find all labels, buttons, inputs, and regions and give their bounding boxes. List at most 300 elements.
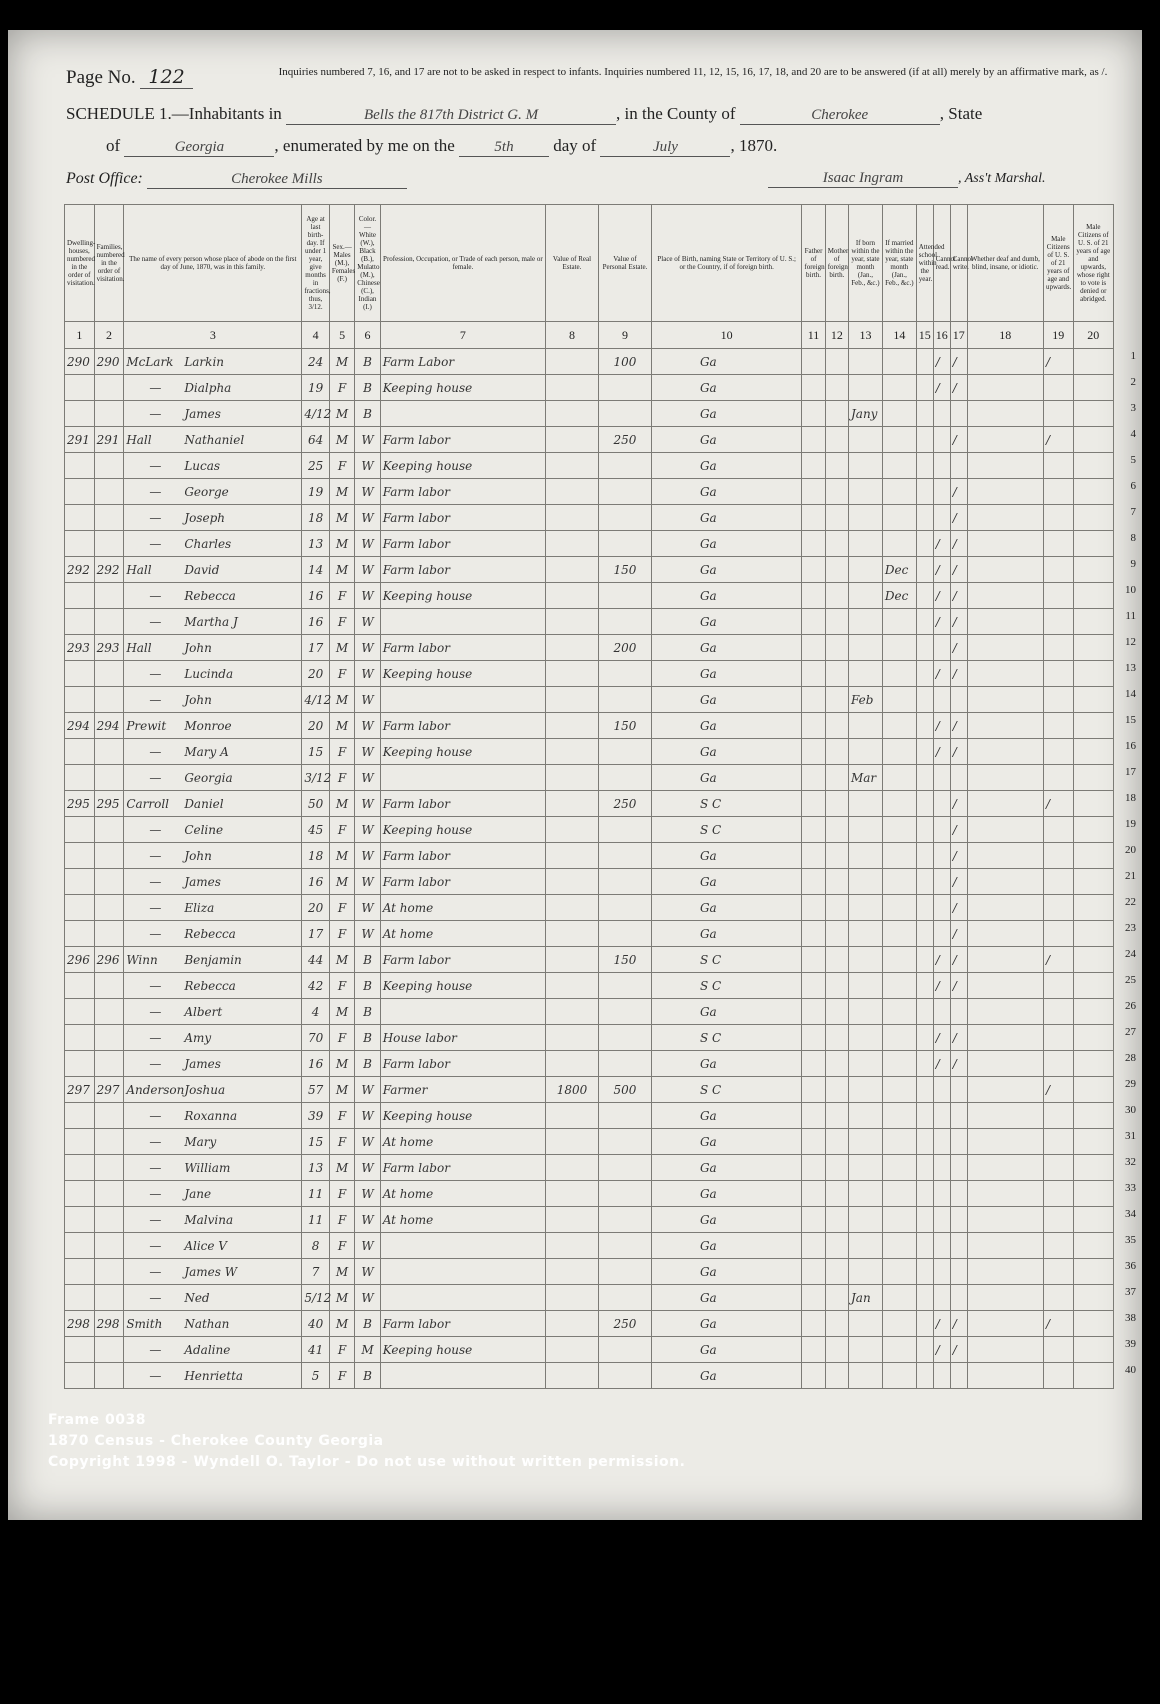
cannot-write-cell — [950, 1285, 967, 1311]
school-cell — [916, 713, 933, 739]
person-name — [124, 1181, 302, 1207]
personal-estate-cell: 200 — [598, 635, 651, 661]
disability-cell — [967, 1155, 1043, 1181]
school-cell — [916, 1311, 933, 1337]
sex-cell: M — [329, 1259, 354, 1285]
father-foreign-cell — [802, 1155, 825, 1181]
birthplace-cell: Ga — [651, 375, 801, 401]
school-cell — [916, 583, 933, 609]
father-foreign-cell — [802, 1233, 825, 1259]
cannot-write-cell: / — [950, 375, 967, 401]
occupation-cell: Farm labor — [380, 843, 545, 869]
real-estate-cell — [546, 739, 599, 765]
dwelling-number — [65, 895, 95, 921]
married-month-cell — [882, 1337, 916, 1363]
surname: — — [149, 614, 162, 629]
table-row — [65, 401, 1114, 427]
table-row — [65, 661, 1114, 687]
col-header: Male Citizens of U. S. of 21 years of age and upwards, whose right to vote is denied or abridged. — [1073, 205, 1113, 322]
person-name — [124, 583, 302, 609]
day-field: 5th — [459, 139, 549, 157]
birthplace-cell: Ga — [651, 843, 801, 869]
father-foreign-cell — [802, 713, 825, 739]
father-foreign-cell — [802, 1207, 825, 1233]
table-row — [65, 791, 1114, 817]
dwelling-number — [65, 1103, 95, 1129]
person-name — [124, 1129, 302, 1155]
table-row — [65, 1311, 1114, 1337]
real-estate-cell — [546, 1155, 599, 1181]
school-cell — [916, 661, 933, 687]
cannot-read-cell — [933, 921, 950, 947]
personal-estate-cell — [598, 765, 651, 791]
personal-estate-cell — [598, 843, 651, 869]
given-name: Daniel — [184, 796, 224, 811]
year-label: , 1870. — [730, 136, 778, 155]
surname: — — [149, 666, 162, 681]
birthplace-cell: Ga — [651, 453, 801, 479]
vote-denied-cell — [1073, 1129, 1113, 1155]
person-name — [124, 713, 302, 739]
column-number: 9 — [598, 322, 651, 349]
sex-cell: M — [329, 1285, 354, 1311]
color-cell: B — [355, 1025, 380, 1051]
vote-denied-cell — [1073, 843, 1113, 869]
married-month-cell — [882, 479, 916, 505]
father-foreign-cell — [802, 791, 825, 817]
male-citizen-cell — [1043, 1259, 1073, 1285]
person-name — [124, 635, 302, 661]
table-row — [65, 1025, 1114, 1051]
age-cell: 16 — [302, 609, 330, 635]
dwelling-number: 298 — [65, 1311, 95, 1337]
given-name: Rebecca — [184, 588, 236, 603]
surname: — — [149, 1264, 162, 1279]
male-citizen-cell — [1043, 713, 1073, 739]
line-number: 24 — [1125, 948, 1136, 960]
sex-cell: F — [329, 609, 354, 635]
age-cell: 15 — [302, 1129, 330, 1155]
col-header: Father of foreign birth. — [802, 205, 825, 322]
father-foreign-cell — [802, 1337, 825, 1363]
sex-cell: F — [329, 375, 354, 401]
sex-cell: M — [329, 1077, 354, 1103]
surname: — — [149, 536, 162, 551]
born-month-cell — [848, 1051, 882, 1077]
color-cell: W — [355, 1259, 380, 1285]
given-name: James — [184, 406, 221, 421]
given-name: Joshua — [184, 1082, 226, 1097]
cannot-read-cell — [933, 1155, 950, 1181]
cannot-write-cell: / — [950, 713, 967, 739]
col-header: Dwelling-houses, numbered in the order of visitation. — [65, 205, 95, 322]
color-cell: W — [355, 479, 380, 505]
vote-denied-cell — [1073, 1207, 1113, 1233]
personal-estate-cell — [598, 739, 651, 765]
line-number: 40 — [1125, 1364, 1136, 1376]
color-cell: W — [355, 921, 380, 947]
age-cell: 13 — [302, 1155, 330, 1181]
color-cell: W — [355, 1103, 380, 1129]
age-cell: 57 — [302, 1077, 330, 1103]
family-number — [94, 1207, 124, 1233]
cannot-write-cell: / — [950, 505, 967, 531]
line-number: 27 — [1125, 1026, 1136, 1038]
family-number — [94, 1155, 124, 1181]
given-name: Mary — [184, 1134, 217, 1149]
column-number: 5 — [329, 322, 354, 349]
color-cell: W — [355, 765, 380, 791]
family-number — [94, 1363, 124, 1389]
mother-foreign-cell — [825, 765, 848, 791]
mother-foreign-cell — [825, 1051, 848, 1077]
birthplace-cell: Ga — [651, 1259, 801, 1285]
age-cell: 3/12 — [302, 765, 330, 791]
color-cell: W — [355, 531, 380, 557]
line-number: 14 — [1125, 688, 1136, 700]
color-cell: W — [355, 557, 380, 583]
mother-foreign-cell — [825, 1337, 848, 1363]
real-estate-cell — [546, 1311, 599, 1337]
father-foreign-cell — [802, 1051, 825, 1077]
father-foreign-cell — [802, 609, 825, 635]
surname: Hall — [126, 640, 152, 655]
personal-estate-cell — [598, 479, 651, 505]
cannot-read-cell: / — [933, 557, 950, 583]
occupation-cell: Keeping house — [380, 817, 545, 843]
given-name: Joseph — [184, 510, 226, 525]
disability-cell — [967, 1051, 1043, 1077]
married-month-cell — [882, 401, 916, 427]
sex-cell: F — [329, 1337, 354, 1363]
cannot-read-cell — [933, 1285, 950, 1311]
given-name: Charles — [184, 536, 232, 551]
line-number: 31 — [1125, 1130, 1136, 1142]
sex-cell: M — [329, 479, 354, 505]
occupation-cell: Farm labor — [380, 427, 545, 453]
father-foreign-cell — [802, 479, 825, 505]
real-estate-cell — [546, 895, 599, 921]
occupation-cell: Keeping house — [380, 583, 545, 609]
mother-foreign-cell — [825, 947, 848, 973]
married-month-cell — [882, 947, 916, 973]
father-foreign-cell — [802, 921, 825, 947]
male-citizen-cell — [1043, 1207, 1073, 1233]
father-foreign-cell — [802, 583, 825, 609]
sex-cell: F — [329, 1207, 354, 1233]
footer-frame: Frame 0038 — [48, 1412, 146, 1428]
post-office-field: Cherokee Mills — [147, 171, 407, 189]
born-month-cell — [848, 921, 882, 947]
born-month-cell — [848, 1103, 882, 1129]
occupation-cell — [380, 1363, 545, 1389]
person-name — [124, 1259, 302, 1285]
line-number: 28 — [1125, 1052, 1136, 1064]
county-label: , in the County of — [616, 104, 736, 123]
person-name — [124, 999, 302, 1025]
person-name — [124, 401, 302, 427]
father-foreign-cell — [802, 947, 825, 973]
real-estate-cell — [546, 999, 599, 1025]
column-number: 2 — [94, 322, 124, 349]
disability-cell — [967, 1233, 1043, 1259]
cannot-write-cell: / — [950, 583, 967, 609]
line-number: 34 — [1125, 1208, 1136, 1220]
person-name — [124, 687, 302, 713]
father-foreign-cell — [802, 427, 825, 453]
born-month-cell — [848, 817, 882, 843]
person-name — [124, 531, 302, 557]
vote-denied-cell — [1073, 583, 1113, 609]
given-name: Rebecca — [184, 926, 236, 941]
person-name — [124, 505, 302, 531]
disability-cell — [967, 843, 1043, 869]
occupation-cell — [380, 765, 545, 791]
dwelling-number: 291 — [65, 427, 95, 453]
mother-foreign-cell — [825, 375, 848, 401]
born-month-cell — [848, 609, 882, 635]
born-month-cell — [848, 1233, 882, 1259]
color-cell: W — [355, 713, 380, 739]
occupation-cell: Farm labor — [380, 869, 545, 895]
dwelling-number — [65, 999, 95, 1025]
real-estate-cell — [546, 713, 599, 739]
given-name: Malvina — [184, 1212, 234, 1227]
born-month-cell — [848, 375, 882, 401]
page-number-line — [66, 66, 193, 89]
disability-cell — [967, 817, 1043, 843]
sex-cell: M — [329, 557, 354, 583]
column-number: 13 — [848, 322, 882, 349]
male-citizen-cell — [1043, 1103, 1073, 1129]
male-citizen-cell — [1043, 1025, 1073, 1051]
school-cell — [916, 999, 933, 1025]
person-name — [124, 609, 302, 635]
personal-estate-cell — [598, 1259, 651, 1285]
mother-foreign-cell — [825, 713, 848, 739]
school-cell — [916, 921, 933, 947]
dwelling-number — [65, 661, 95, 687]
mother-foreign-cell — [825, 999, 848, 1025]
col-header: The name of every person whose place of abode on the first day of June, 1870, was in this family. — [124, 205, 302, 322]
married-month-cell — [882, 375, 916, 401]
male-citizen-cell — [1043, 1337, 1073, 1363]
sex-cell: F — [329, 739, 354, 765]
father-foreign-cell — [802, 1259, 825, 1285]
vote-denied-cell — [1073, 1233, 1113, 1259]
color-cell: W — [355, 791, 380, 817]
vote-denied-cell — [1073, 687, 1113, 713]
family-number — [94, 583, 124, 609]
disability-cell — [967, 375, 1043, 401]
mother-foreign-cell — [825, 1311, 848, 1337]
dwelling-number — [65, 869, 95, 895]
male-citizen-cell — [1043, 921, 1073, 947]
dwelling-number — [65, 1051, 95, 1077]
personal-estate-cell — [598, 817, 651, 843]
sex-cell: M — [329, 427, 354, 453]
family-number — [94, 1025, 124, 1051]
family-number — [94, 973, 124, 999]
age-cell: 17 — [302, 921, 330, 947]
occupation-cell: Farm labor — [380, 791, 545, 817]
father-foreign-cell — [802, 1103, 825, 1129]
family-number — [94, 1285, 124, 1311]
family-number — [94, 765, 124, 791]
born-month-cell — [848, 1155, 882, 1181]
col-header: If born within the year, state month (Jan., Feb., &c.) — [848, 205, 882, 322]
personal-estate-cell — [598, 1103, 651, 1129]
disability-cell — [967, 609, 1043, 635]
birthplace-cell: Ga — [651, 687, 801, 713]
age-cell: 17 — [302, 635, 330, 661]
birthplace-cell: Ga — [651, 661, 801, 687]
day-of-label: day of — [553, 136, 597, 155]
personal-estate-cell — [598, 999, 651, 1025]
occupation-cell: Farm labor — [380, 557, 545, 583]
male-citizen-cell — [1043, 401, 1073, 427]
dwelling-number — [65, 1259, 95, 1285]
line-number: 17 — [1125, 766, 1136, 778]
father-foreign-cell — [802, 817, 825, 843]
cannot-write-cell: / — [950, 531, 967, 557]
sex-cell: M — [329, 531, 354, 557]
surname: — — [149, 1160, 162, 1175]
mother-foreign-cell — [825, 453, 848, 479]
given-name: Monroe — [184, 718, 232, 733]
male-citizen-cell — [1043, 453, 1073, 479]
mother-foreign-cell — [825, 1259, 848, 1285]
dwelling-number — [65, 1337, 95, 1363]
school-cell — [916, 1337, 933, 1363]
family-number — [94, 817, 124, 843]
birthplace-cell: Ga — [651, 1103, 801, 1129]
mother-foreign-cell — [825, 687, 848, 713]
cannot-read-cell — [933, 635, 950, 661]
vote-denied-cell — [1073, 557, 1113, 583]
male-citizen-cell — [1043, 895, 1073, 921]
occupation-cell: Keeping house — [380, 1103, 545, 1129]
table-row — [65, 895, 1114, 921]
vote-denied-cell — [1073, 453, 1113, 479]
occupation-cell: Farm labor — [380, 531, 545, 557]
married-month-cell — [882, 1207, 916, 1233]
color-cell: W — [355, 869, 380, 895]
disability-cell — [967, 453, 1043, 479]
cannot-read-cell — [933, 453, 950, 479]
sex-cell: M — [329, 713, 354, 739]
occupation-cell: Keeping house — [380, 1337, 545, 1363]
person-name — [124, 843, 302, 869]
father-foreign-cell — [802, 973, 825, 999]
personal-estate-cell: 250 — [598, 791, 651, 817]
dwelling-number — [65, 401, 95, 427]
given-name: Amy — [184, 1030, 212, 1045]
dwelling-number — [65, 739, 95, 765]
cannot-read-cell — [933, 1077, 950, 1103]
cannot-read-cell: / — [933, 531, 950, 557]
real-estate-cell — [546, 349, 599, 375]
mother-foreign-cell — [825, 1285, 848, 1311]
real-estate-cell — [546, 1103, 599, 1129]
line-number: 38 — [1125, 1312, 1136, 1324]
line-number: 9 — [1130, 558, 1136, 570]
given-name: John — [184, 848, 212, 863]
given-name: Lucinda — [184, 666, 234, 681]
family-number: 297 — [94, 1077, 124, 1103]
real-estate-cell — [546, 1337, 599, 1363]
age-cell: 4/12 — [302, 401, 330, 427]
person-name — [124, 1103, 302, 1129]
vote-denied-cell — [1073, 1181, 1113, 1207]
cannot-read-cell — [933, 1181, 950, 1207]
male-citizen-cell — [1043, 583, 1073, 609]
dwelling-number — [65, 1207, 95, 1233]
table-row — [65, 1051, 1114, 1077]
sex-cell: F — [329, 1181, 354, 1207]
family-number: 296 — [94, 947, 124, 973]
column-number: 20 — [1073, 322, 1113, 349]
person-name — [124, 817, 302, 843]
column-number-row — [65, 322, 1114, 349]
column-number: 18 — [967, 322, 1043, 349]
birthplace-cell: Ga — [651, 1181, 801, 1207]
personal-estate-cell: 100 — [598, 349, 651, 375]
cannot-read-cell — [933, 687, 950, 713]
family-number — [94, 1337, 124, 1363]
disability-cell — [967, 1025, 1043, 1051]
married-month-cell — [882, 791, 916, 817]
person-name — [124, 427, 302, 453]
cannot-write-cell — [950, 1233, 967, 1259]
born-month-cell — [848, 843, 882, 869]
disability-cell — [967, 401, 1043, 427]
line-number: 13 — [1125, 662, 1136, 674]
schedule-label: SCHEDULE 1.—Inhabitants in — [66, 104, 282, 123]
school-cell — [916, 427, 933, 453]
personal-estate-cell — [598, 1285, 651, 1311]
person-name — [124, 661, 302, 687]
personal-estate-cell: 500 — [598, 1077, 651, 1103]
male-citizen-cell: / — [1043, 349, 1073, 375]
cannot-write-cell: / — [950, 1311, 967, 1337]
real-estate-cell — [546, 1025, 599, 1051]
cannot-read-cell: / — [933, 1311, 950, 1337]
vote-denied-cell — [1073, 947, 1113, 973]
dwelling-number: 296 — [65, 947, 95, 973]
occupation-cell: Farm labor — [380, 1051, 545, 1077]
occupation-cell: Farm labor — [380, 1311, 545, 1337]
personal-estate-cell — [598, 531, 651, 557]
real-estate-cell — [546, 869, 599, 895]
disability-cell — [967, 661, 1043, 687]
color-cell: B — [355, 999, 380, 1025]
color-cell: W — [355, 453, 380, 479]
cannot-read-cell: / — [933, 739, 950, 765]
sex-cell: F — [329, 1025, 354, 1051]
born-month-cell — [848, 479, 882, 505]
column-number: 15 — [916, 322, 933, 349]
married-month-cell — [882, 1129, 916, 1155]
given-name: Georgia — [184, 770, 233, 785]
table-row — [65, 687, 1114, 713]
born-month-cell — [848, 661, 882, 687]
personal-estate-cell — [598, 1363, 651, 1389]
male-citizen-cell — [1043, 973, 1073, 999]
line-number: 21 — [1125, 870, 1136, 882]
school-cell — [916, 1181, 933, 1207]
school-cell — [916, 817, 933, 843]
